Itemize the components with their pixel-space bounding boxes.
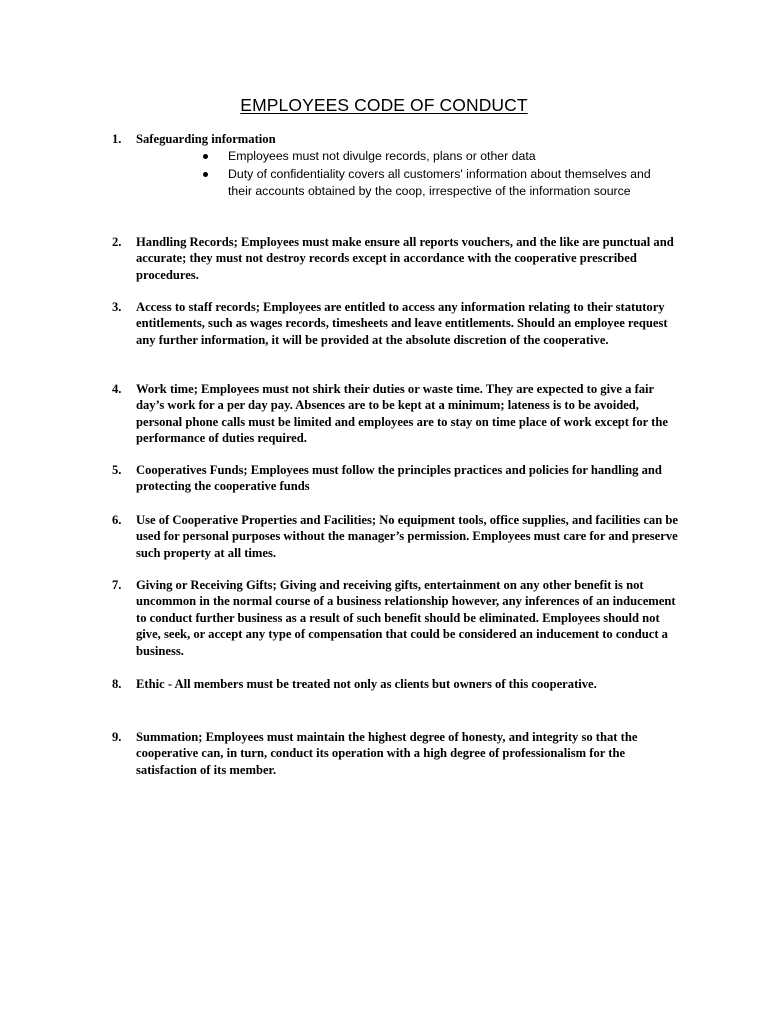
list-item-4: [112, 381, 678, 447]
list-item-6: [112, 512, 678, 561]
item-text: Ethic - All members must be treated not only as clients but owners of this cooperative.: [136, 677, 597, 691]
item-text: Access to staff records; Employees are entitled to access any information relating to their statutory entitlements, such as wages records, timesheets and leave entitlements. Should an employee request any further information, it will be provided at the absolute discretion of the cooperative.: [136, 300, 668, 347]
item-text: Summation; Employees must maintain the highest degree of honesty, and integrity so that the cooperative can, in turn, conduct its operation with a high degree of professionalism for the satisfaction of its member.: [136, 730, 638, 777]
item-number: 5.: [112, 463, 122, 477]
item-number: 4.: [112, 382, 122, 396]
item-number: 2.: [112, 235, 122, 249]
item-number: 6.: [112, 513, 122, 527]
list-item-7: [112, 577, 678, 659]
bullet-dot-icon: [203, 154, 208, 159]
list-item-8: [112, 676, 678, 692]
item-text: Giving or Receiving Gifts; Giving and receiving gifts, entertainment on any other benefit is not uncommon in the normal course of a business relationship however, any inferences of an inducement to conduct further business as a result of such benefit should be eliminated. Employees should not give, seek, or accept any type of compensation that could be considered an inducement to conduct a business.: [136, 578, 676, 658]
list-item-5: [112, 462, 678, 495]
bullet-item: [203, 166, 673, 201]
bullet-dot-icon: [203, 172, 208, 177]
item-text: Use of Cooperative Properties and Facilities; No equipment tools, office supplies, and facilities can be used for personal purposes without the manager’s permission. Employees must care for and preserve such property at all times.: [136, 513, 678, 560]
item-text: Work time; Employees must not shirk their duties or waste time. They are expected to give a fair day’s work for a per day pay. Absences are to be kept at a minimum; lateness is to be avoided, personal phone calls must be limited and employees are to stay on time place of work except for the performance of duties required.: [136, 382, 668, 446]
item-text: Handling Records; Employees must make ensure all reports vouchers, and the like are punctual and accurate; they must not destroy records except in accordance with the cooperative prescribed procedures.: [136, 235, 674, 282]
bullet-list: [203, 148, 673, 201]
item-number: 8.: [112, 677, 122, 691]
item-number: 9.: [112, 730, 122, 744]
item-number: 3.: [112, 300, 122, 314]
bullet-text: Duty of confidentiality covers all customers' information about themselves and their accounts obtained by the coop, irrespective of the information source: [228, 166, 651, 198]
item-text: Cooperatives Funds; Employees must follow the principles practices and policies for handling and protecting the cooperative funds: [136, 463, 662, 494]
item-text: Safeguarding information: [136, 132, 276, 146]
bullet-text: Employees must not divulge records, plans or other data: [228, 149, 536, 163]
list-item-3: [112, 299, 678, 348]
list-item-9: [112, 729, 678, 778]
list-item-1: [112, 131, 678, 147]
list-item-2: [112, 234, 678, 283]
item-number: 1.: [112, 132, 122, 146]
item-number: 7.: [112, 578, 122, 592]
bullet-item: [203, 148, 673, 166]
document-title: EMPLOYEES CODE OF CONDUCT: [240, 95, 528, 115]
